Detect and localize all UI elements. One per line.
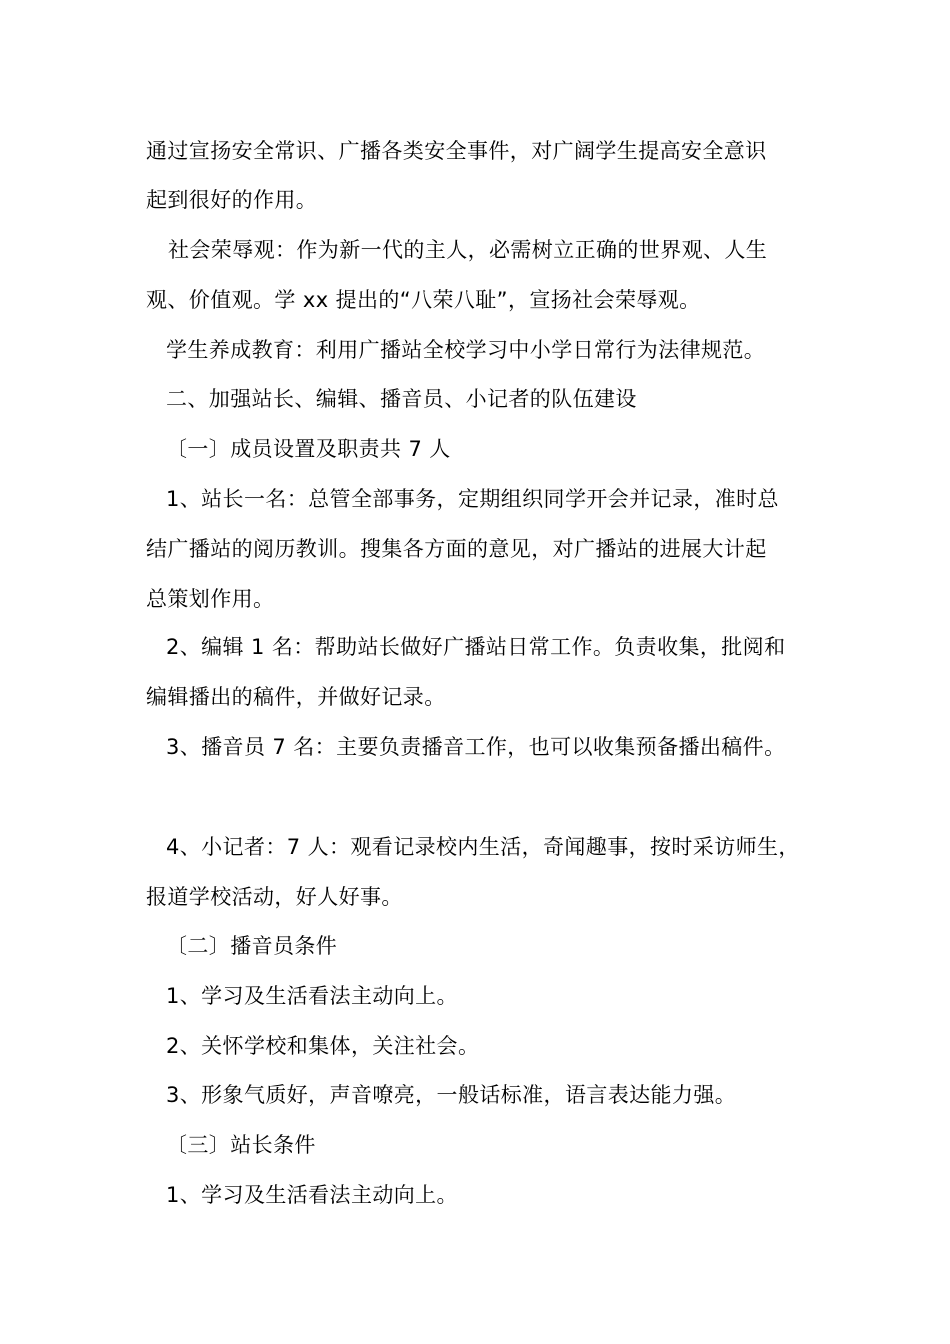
list-item: 3、播音员 7 名：主要负责播音工作，也可以收集预备播出稿件。: [166, 735, 786, 759]
subsection-heading: 〔一〕成员设置及职责共 7 人: [166, 437, 451, 461]
paragraph-line: 观、价值观。学 xx 提出的“八荣八耻”，宣扬社会荣辱观。: [146, 288, 701, 312]
list-item: 3、形象气质好，声音嘹亮，一般话标准，语言表达能力强。: [166, 1083, 737, 1107]
subsection-heading: 〔二〕播音员条件: [166, 934, 338, 958]
paragraph-line: 学生养成教育：利用广播站全校学习中小学日常行为法律规范。: [166, 338, 766, 362]
paragraph-line: 报道学校活动，好人好事。: [146, 885, 403, 909]
section-heading: 二、加强站长、编辑、播音员、小记者的队伍建设: [166, 387, 637, 411]
list-item: 1、学习及生活看法主动向上。: [166, 1183, 458, 1207]
paragraph-line: 编辑播出的稿件，并做好记录。: [146, 685, 446, 709]
subsection-heading: 〔三〕站长条件: [166, 1133, 316, 1157]
paragraph-line: 通过宣扬安全常识、广播各类安全事件，对广阔学生提高安全意识: [146, 139, 767, 163]
list-item: 4、小记者：7 人：观看记录校内生活，奇闻趣事，按时采访师生，: [166, 835, 800, 859]
paragraph-line: 结广播站的阅历教训。搜集各方面的意见，对广播站的进展大计起: [146, 537, 767, 561]
paragraph-line: 总策划作用。: [146, 587, 275, 611]
list-item: 1、站长一名：总管全部事务，定期组织同学开会并记录，准时总: [166, 487, 779, 511]
list-item: 1、学习及生活看法主动向上。: [166, 984, 458, 1008]
paragraph-line: 社会荣辱观：作为新一代的主人，必需树立正确的世界观、人生: [168, 238, 768, 262]
list-item: 2、关怀学校和集体，关注社会。: [166, 1034, 480, 1058]
list-item: 2、编辑 1 名：帮助站长做好广播站日常工作。负责收集，批阅和: [166, 635, 786, 659]
paragraph-line: 起到很好的作用。: [146, 188, 318, 212]
